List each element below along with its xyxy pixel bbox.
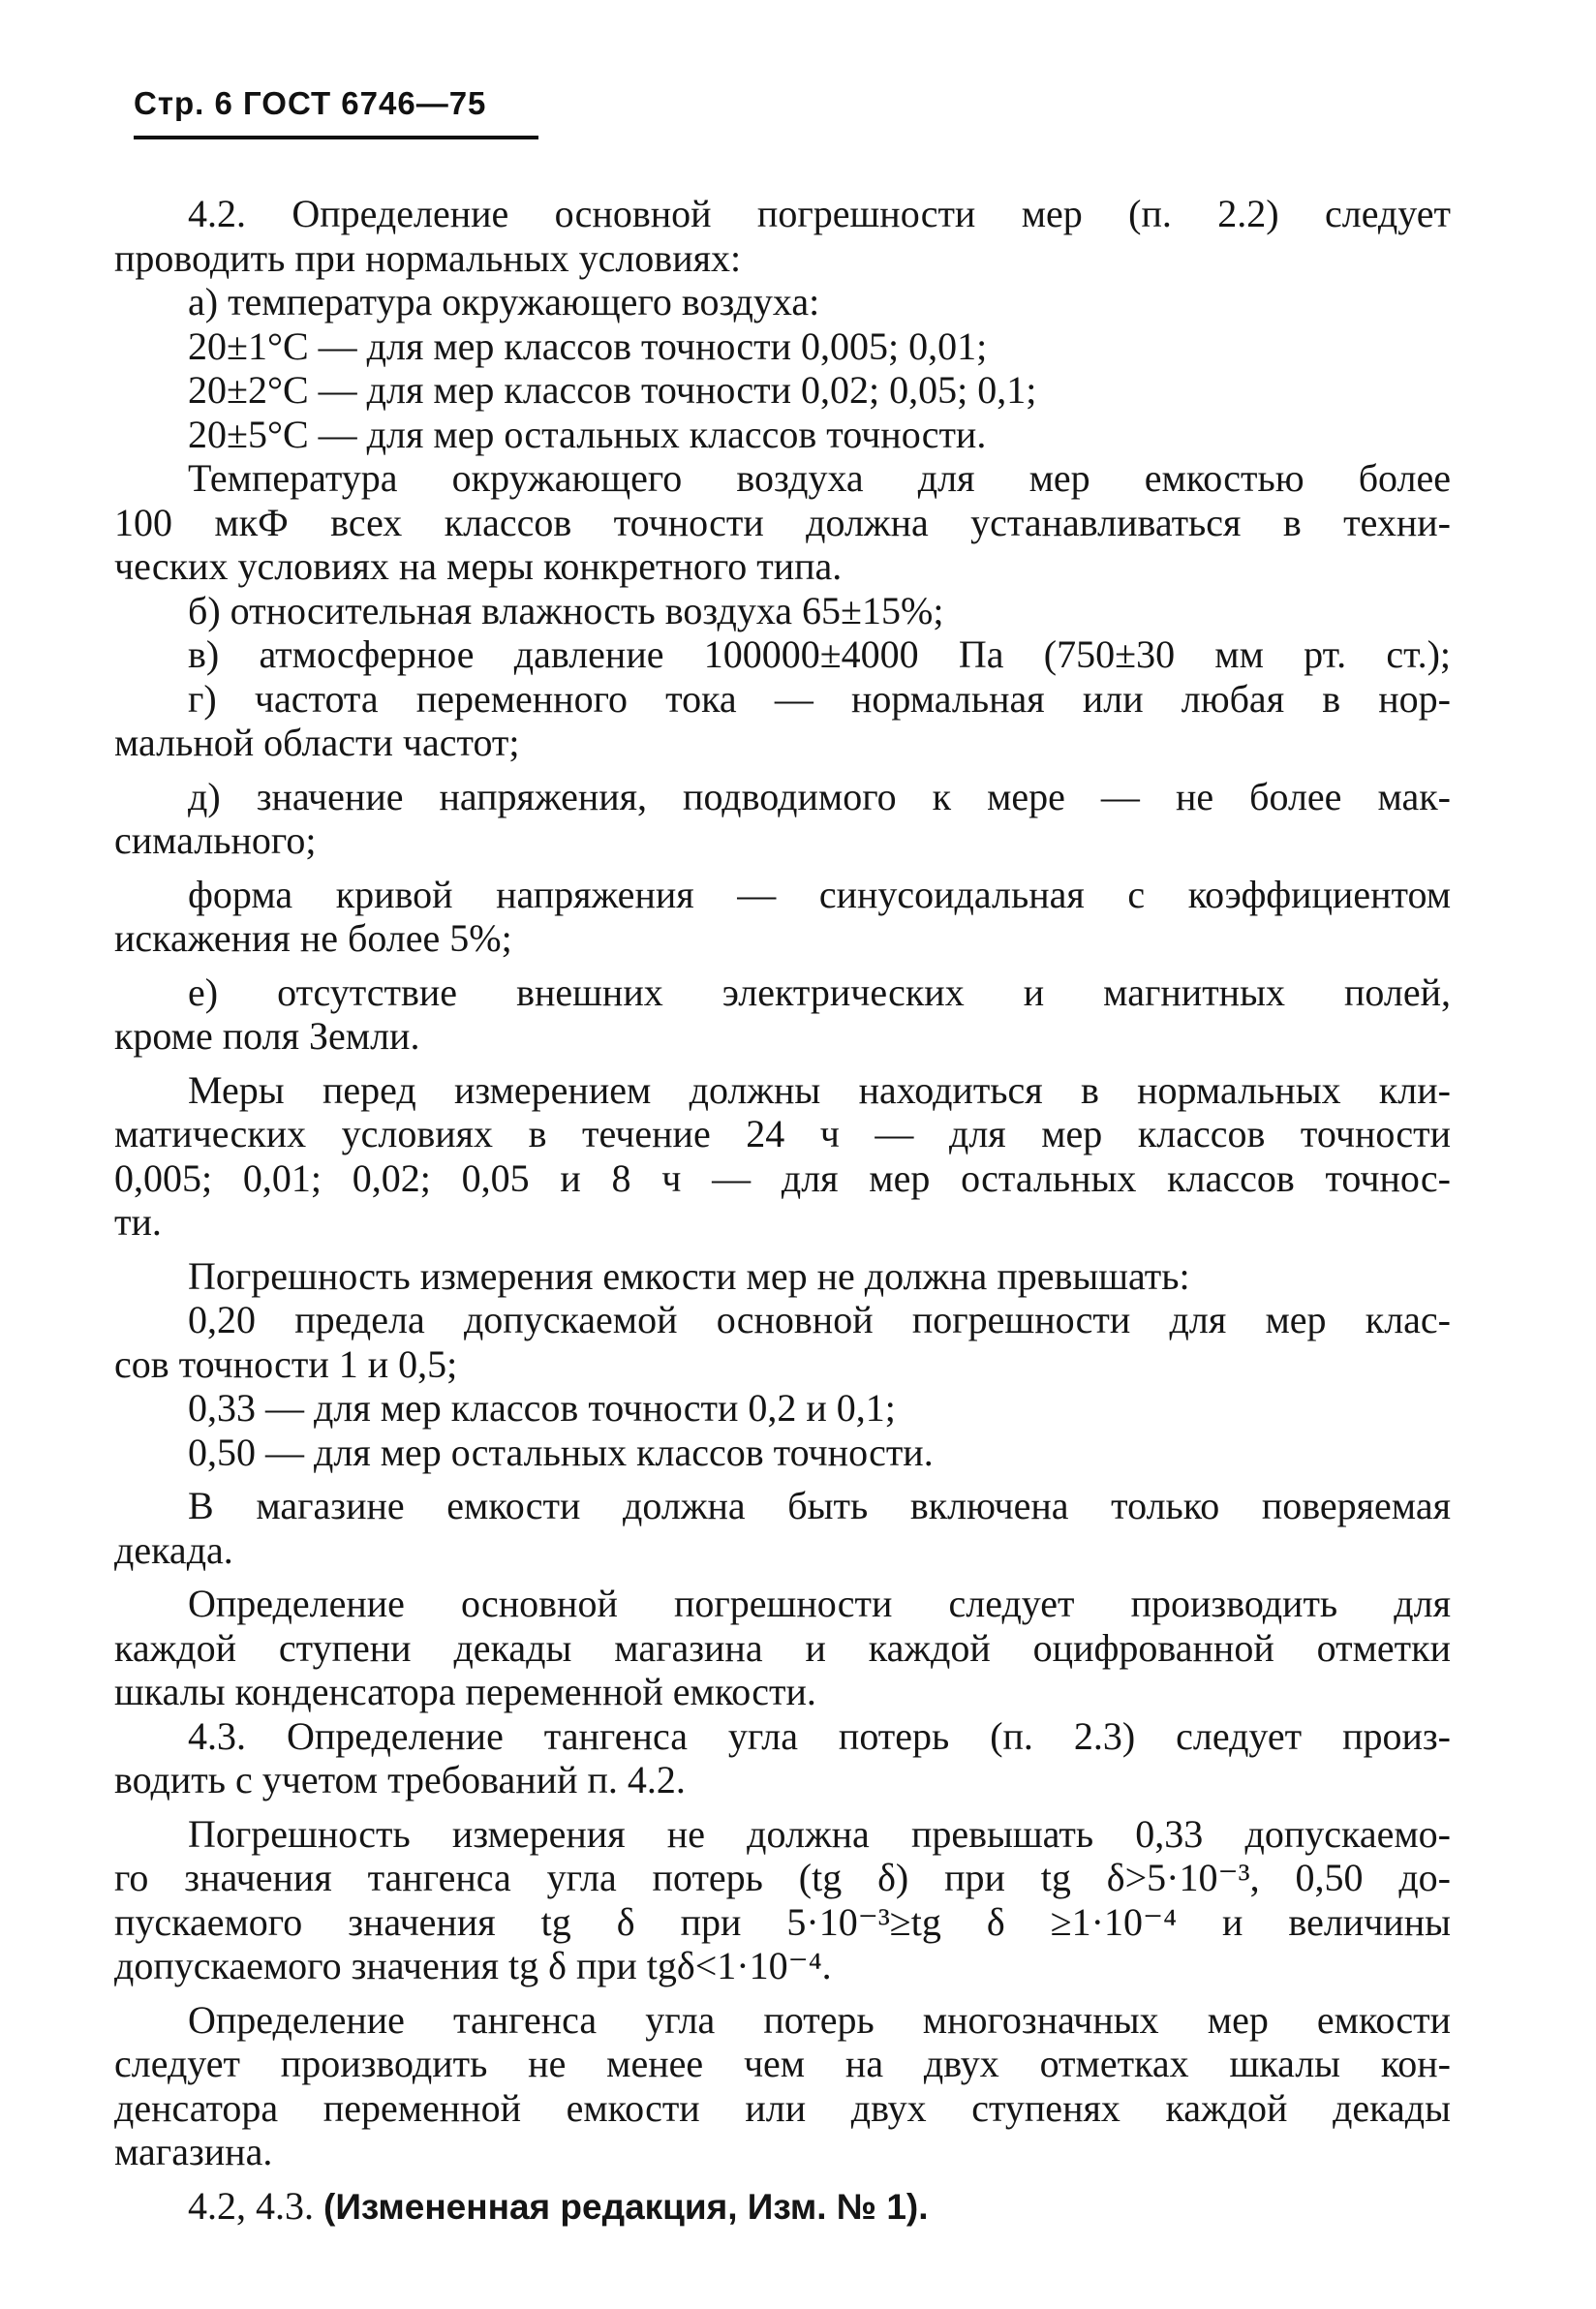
text-line: магазина. [114, 2130, 273, 2173]
text-line: водить с учетом требований п. 4.2. [114, 1758, 686, 1801]
text-line: 0,50 — для мер остальных классов точности. [188, 1430, 934, 1474]
text-line: Температура окружающего воздуха для мер емкостью более [188, 456, 1451, 500]
text-line: 0,005; 0,01; 0,02; 0,05 и 8 ч — для мер остальных классов точнос- [114, 1155, 1451, 1200]
amendment-ref: 4.2, 4.3. [188, 2183, 314, 2228]
text-line: е) отсутствие внешних электрических и магнитных полей, [188, 970, 1451, 1014]
text-line: г) частота переменного тока — нормальная или любая в нор- [188, 676, 1451, 721]
text-line: 20±2°С — для мер классов точности 0,02; 0,05; 0,1; [188, 368, 1037, 412]
header-rule [134, 136, 538, 139]
text-line: Погрешность измерения не должна превышать 0,33 допускаемо- [188, 1811, 1451, 1856]
text-line: пускаемого значения tg δ при 5·10⁻³≥tg δ ≥1·10⁻⁴ и величины [114, 1899, 1451, 1944]
amendment-note [114, 2184, 1451, 2229]
text-line: 100 мкФ всех классов точности должна устанавливаться в техни- [114, 500, 1451, 544]
text-line: кроме поля Земли. [114, 1014, 420, 1058]
text-line: Определение тангенса угла потерь многозначных мер емкости [188, 1997, 1451, 2042]
text-line: шкалы конденсатора переменной емкости. [114, 1670, 816, 1713]
text-line: денсатора переменной емкости или двух ступенях каждой декады [114, 2085, 1451, 2130]
text-line: проводить при нормальных условиях: [114, 235, 742, 280]
text-line: симального; [114, 818, 317, 862]
text-line: а) температура окружающего воздуха: [188, 280, 820, 323]
text-line: ти. [114, 1200, 162, 1244]
text-line: го значения тангенса угла потерь (tg δ) при tg δ>5·10⁻³, 0,50 до- [114, 1856, 1451, 1899]
text-line: декада. [114, 1527, 233, 1572]
text-line: в) атмосферное давление 100000±4000 Па (750±30 мм рт. ст.); [188, 632, 1451, 676]
text-line: 0,20 предела допускаемой основной погрешности для мер клас- [188, 1298, 1451, 1341]
document-body [114, 192, 1451, 2228]
text-line: 20±5°С — для мер остальных классов точности. [188, 412, 987, 456]
text-line: б) относительная влажность воздуха 65±15%; [188, 588, 944, 632]
text-line: 4.3. Определение тангенса угла потерь (п. 2.3) следует произ- [188, 1713, 1451, 1758]
text-line: искажения не более 5%; [114, 916, 512, 960]
text-line: 0,33 — для мер классов точности 0,2 и 0,1; [188, 1386, 896, 1430]
text-line: д) значение напряжения, подводимого к мере — не более мак- [188, 774, 1451, 818]
text-line: следует производить не менее чем на двух отметках шкалы кон- [114, 2042, 1451, 2085]
text-line: 4.2. Определение основной погрешности мер (п. 2.2) следует [188, 192, 1451, 235]
text-line: 20±1°С — для мер классов точности 0,005; 0,01; [188, 323, 988, 368]
text-line: каждой ступени декады магазина и каждой оцифрованной отметки [114, 1625, 1451, 1670]
text-line: Меры перед измерением должны находиться в нормальных кли- [188, 1067, 1451, 1112]
amendment-text: (Измененная редакция, Изм. № 1). [323, 2186, 929, 2227]
text-line: сов точности 1 и 0,5; [114, 1341, 458, 1386]
text-line: В магазине емкости должна быть включена только поверяемая [188, 1484, 1451, 1527]
text-line: ческих условиях на меры конкретного типа. [114, 544, 843, 588]
text-line: допускаемого значения tg δ при tgδ<1·10⁻⁴. [114, 1944, 832, 1987]
text-line: мальной области частот; [114, 721, 520, 764]
text-line: матических условиях в течение 24 ч — для мер классов точности [114, 1112, 1451, 1155]
text-line: Погрешность измерения емкости мер не должна превышать: [188, 1253, 1190, 1298]
text-line: форма кривой напряжения — синусоидальная с коэффициентом [188, 872, 1451, 916]
page-header: Стр. 6 ГОСТ 6746—75 [134, 85, 487, 121]
text-line: Определение основной погрешности следует производить для [188, 1582, 1451, 1625]
